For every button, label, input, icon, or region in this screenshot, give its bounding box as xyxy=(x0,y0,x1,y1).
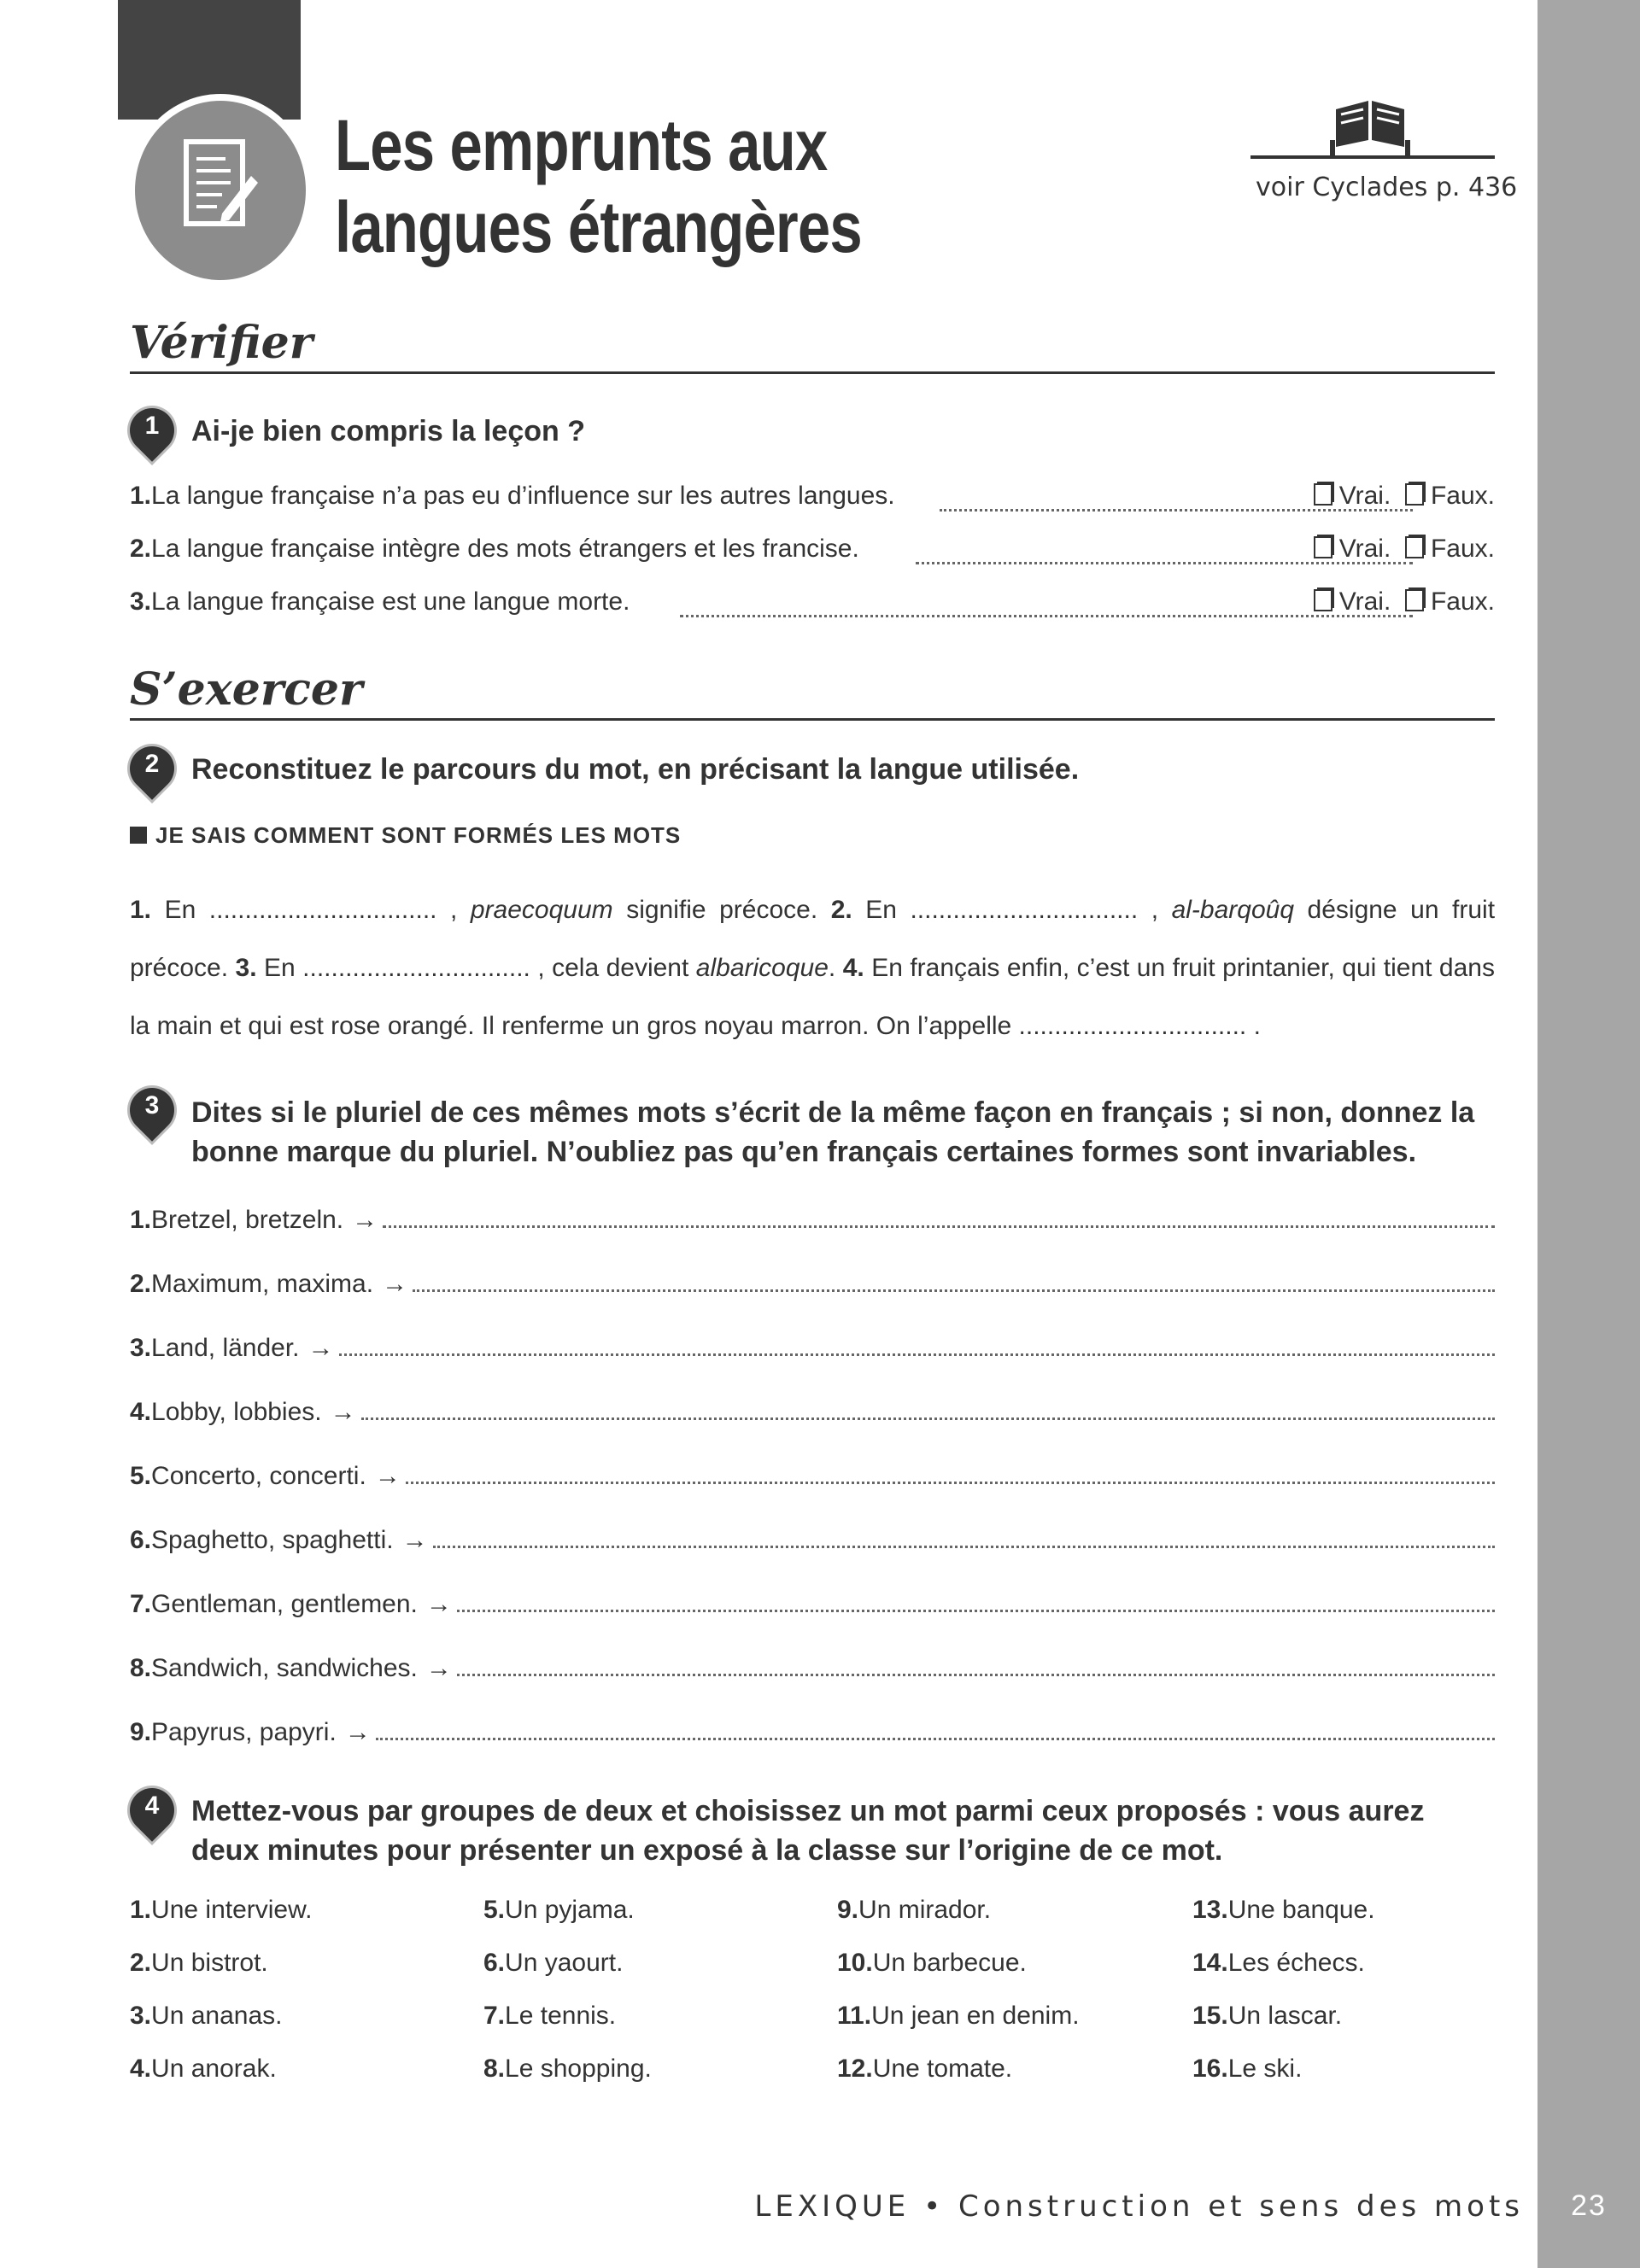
list-item xyxy=(130,1206,1495,1235)
arrow-icon: → xyxy=(330,1398,356,1426)
page-number: 23 xyxy=(1571,2189,1607,2222)
item-number: 5. xyxy=(130,1462,152,1490)
section-rule xyxy=(130,718,1495,721)
reference-text: voir Cyclades p. 436 xyxy=(1256,172,1518,202)
exercise-4-title: Mettez-vous par groupes de deux et choisissez un mot parmi ceux proposés : vous aurez deux minutes pour présenter un exposé à la classe sur l’origine de ce mot. xyxy=(191,1795,1425,1867)
item-text: Maximum, maxima. xyxy=(151,1270,374,1298)
exercise-number-4: 4 xyxy=(130,1788,176,1834)
arrow-icon: → xyxy=(425,1654,452,1682)
list-item xyxy=(130,1654,1495,1683)
arrow-icon: → xyxy=(374,1462,401,1490)
list-item: 9.Un mirador. xyxy=(837,1896,992,1924)
true-false-choices: Vrai. Faux. xyxy=(1314,535,1495,564)
item-text: Lobby, lobbies. xyxy=(151,1398,322,1426)
word-column xyxy=(130,1896,312,2107)
item-text: Land, länder. xyxy=(151,1334,300,1362)
item-text: La langue française est une langue morte. xyxy=(151,587,630,616)
list-item xyxy=(130,1270,1495,1299)
faux-checkbox[interactable] xyxy=(1405,589,1424,611)
item-number: 3. xyxy=(130,1334,152,1362)
answer-line[interactable] xyxy=(361,1414,1495,1420)
item-number: 6. xyxy=(130,1526,152,1554)
skill-tag: JE SAIS COMMENT SONT FORMÉS LES MOTS xyxy=(130,822,681,849)
true-false-choices: Vrai. Faux. xyxy=(1314,587,1495,617)
answer-line[interactable] xyxy=(457,1670,1495,1676)
footer-chapter: LEXIQUE • Construction et sens des mots xyxy=(754,2189,1524,2224)
item-text: Bretzel, bretzeln. xyxy=(151,1206,344,1234)
exercise-number-1: 1 xyxy=(130,408,176,454)
list-item xyxy=(130,1718,1495,1747)
item-number: 2. xyxy=(130,535,152,563)
exercise-3-title: Dites si le pluriel de ces mêmes mots s’écrit de la même façon en français ; si non, donnez la bonne marque du pluriel. N’oubliez pas qu’en français certaines formes sont invariables. xyxy=(191,1096,1475,1168)
list-item xyxy=(130,482,1495,511)
word-column xyxy=(483,1896,652,2107)
item-text: Concerto, concerti. xyxy=(151,1462,366,1490)
list-item: 5.Un pyjama. xyxy=(483,1896,635,1924)
reading-book-icon xyxy=(1327,92,1413,155)
item-text: Sandwich, sandwiches. xyxy=(151,1654,418,1682)
item-number: 7. xyxy=(130,1590,152,1618)
list-item: 13.Une banque. xyxy=(1192,1896,1375,1924)
faux-checkbox[interactable] xyxy=(1405,536,1424,558)
list-item: 1.Une interview. xyxy=(130,1896,313,1924)
answer-line[interactable] xyxy=(376,1734,1495,1740)
arrow-icon: → xyxy=(425,1590,452,1618)
list-item: 8.Le shopping. xyxy=(483,2055,652,2083)
section-title-exercer: S’exercer xyxy=(130,663,363,716)
answer-line[interactable] xyxy=(413,1286,1495,1292)
section-title-verifier: Vérifier xyxy=(130,317,313,369)
item-text: La langue française n’a pas eu d’influence sur les autres langues. xyxy=(151,482,895,510)
item-text: Spaghetto, spaghetti. xyxy=(151,1526,394,1554)
list-item: 12.Une tomate. xyxy=(837,2055,1013,2083)
list-item xyxy=(130,535,1495,564)
answer-line[interactable] xyxy=(339,1350,1495,1356)
vrai-checkbox[interactable] xyxy=(1314,483,1332,506)
arrow-icon: → xyxy=(344,1718,371,1746)
exercise-2-title: Reconstituez le parcours du mot, en précisant la langue utilisée. xyxy=(191,753,1080,786)
list-item: 6.Un yaourt. xyxy=(483,1949,624,1977)
list-item: 16.Le ski. xyxy=(1192,2055,1303,2083)
exercise-2-text: 1. En ................................ , praecoquum signifie précoce. 2. En ................................ , al-barqoûq désigne un fruit précoce. 3. En ................................ , cela devient albaricoque. 4. En français enfin, c’est un fruit printanier, qui tient dans la main et qui est rose orangé. Il renferme un gros noyau marron. On l’appelle ................................ . xyxy=(130,896,1496,1040)
exercise-number-3: 3 xyxy=(130,1088,176,1134)
page-edge-band xyxy=(1538,0,1640,2268)
list-item xyxy=(130,1526,1495,1555)
arrow-icon: → xyxy=(382,1270,408,1298)
item-number: 9. xyxy=(130,1718,152,1746)
list-item: 4.Un anorak. xyxy=(130,2055,277,2083)
section-exercer xyxy=(130,663,1495,721)
list-item: 10.Un barbecue. xyxy=(837,1949,1027,1977)
item-number: 1. xyxy=(130,482,152,510)
item-text: Gentleman, gentlemen. xyxy=(151,1590,418,1618)
faux-checkbox[interactable] xyxy=(1405,483,1424,506)
reference-rule xyxy=(1250,155,1495,159)
arrow-icon: → xyxy=(401,1526,428,1554)
section-verifier xyxy=(130,317,1495,374)
true-false-choices: Vrai. Faux. xyxy=(1314,482,1495,511)
arrow-icon: → xyxy=(352,1206,378,1234)
list-item xyxy=(130,1462,1495,1491)
answer-line[interactable] xyxy=(433,1542,1495,1548)
answer-dots xyxy=(680,611,1413,617)
list-item: 7.Le tennis. xyxy=(483,2002,617,2030)
item-number: 3. xyxy=(130,587,152,616)
item-number: 4. xyxy=(130,1398,152,1426)
document-pencil-icon xyxy=(178,135,263,237)
answer-line[interactable] xyxy=(383,1222,1495,1228)
arrow-icon: → xyxy=(308,1334,334,1362)
vrai-checkbox[interactable] xyxy=(1314,589,1332,611)
list-item xyxy=(130,1590,1495,1619)
list-item: 15.Un lascar. xyxy=(1192,2002,1343,2030)
list-item xyxy=(130,1334,1495,1363)
item-number: 8. xyxy=(130,1654,152,1682)
word-column xyxy=(1192,1896,1375,2107)
list-item: 14.Les échecs. xyxy=(1192,1949,1365,1977)
list-item xyxy=(130,1398,1495,1427)
word-column xyxy=(837,1896,1080,2107)
exercise-badge xyxy=(128,94,313,287)
exercise-1-title: Ai-je bien compris la leçon ? xyxy=(191,415,585,447)
item-text: Papyrus, papyri. xyxy=(151,1718,337,1746)
item-text: La langue française intègre des mots étrangers et les francise. xyxy=(151,535,859,563)
answer-line[interactable] xyxy=(406,1478,1495,1484)
answer-line[interactable] xyxy=(457,1606,1495,1612)
vrai-checkbox[interactable] xyxy=(1314,536,1332,558)
page-title: Les emprunts aux langues étrangères xyxy=(335,105,862,267)
list-item: 2.Un bistrot. xyxy=(130,1949,268,1977)
item-number: 2. xyxy=(130,1270,152,1298)
item-number: 1. xyxy=(130,1206,152,1234)
list-item: 11.Un jean en denim. xyxy=(837,2002,1080,2030)
list-item: 3.Un ananas. xyxy=(130,2002,283,2030)
list-item xyxy=(130,587,1495,617)
section-rule xyxy=(130,371,1495,374)
exercise-number-2: 2 xyxy=(130,746,176,792)
square-bullet-icon xyxy=(130,827,147,844)
